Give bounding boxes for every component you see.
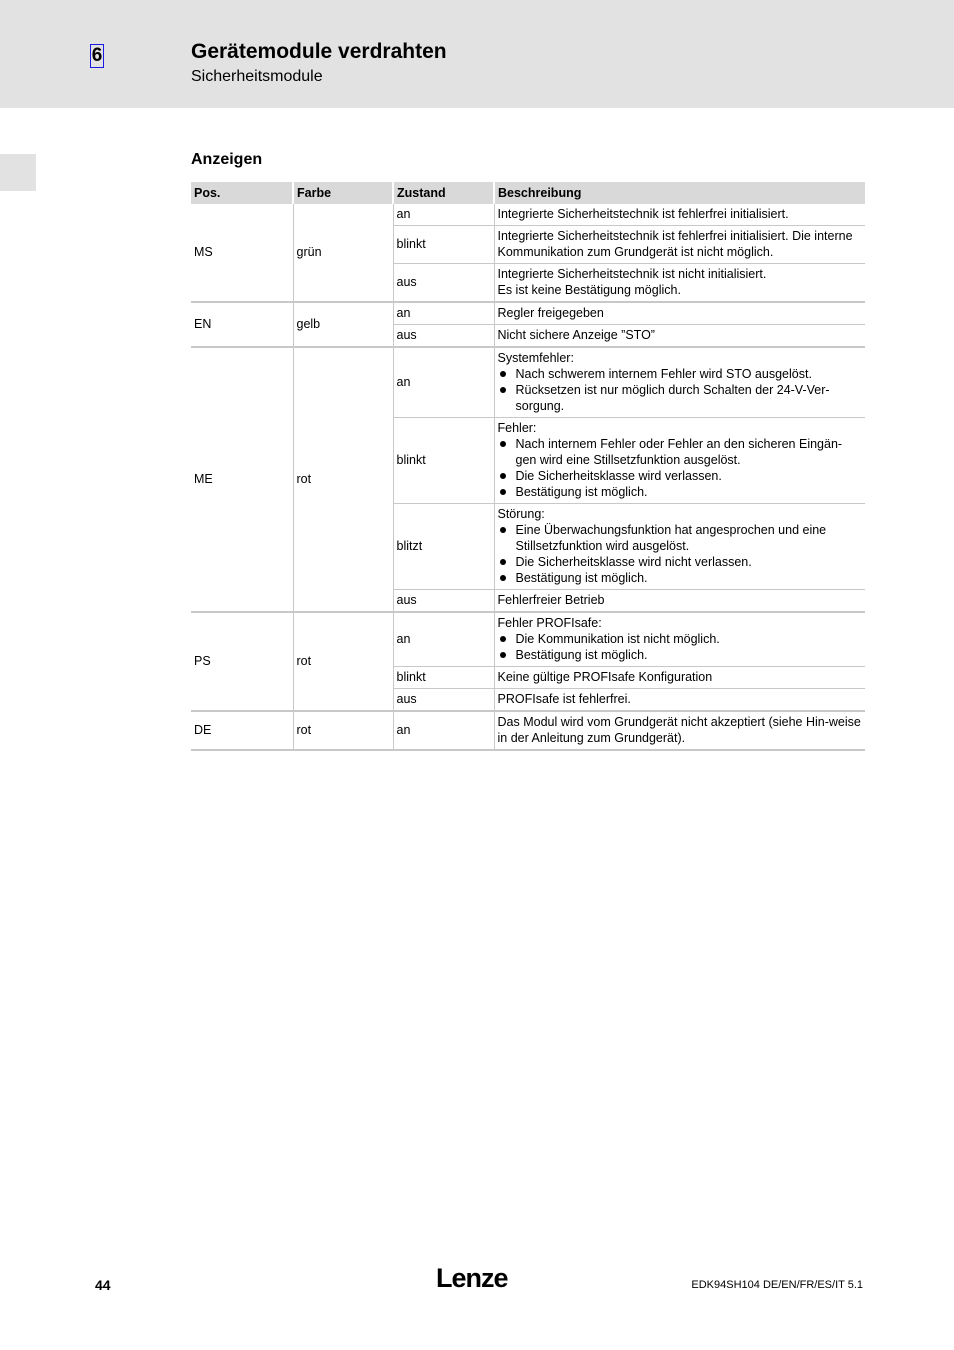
bullet-item: Eine Überwachungsfunktion hat angesprochen und eine Stillsetzfunktion wird ausgelöst.: [498, 522, 863, 554]
description-text: Systemfehler:: [497, 351, 574, 365]
lenze-logo: Lenze: [436, 1263, 508, 1293]
column-header-state: Zustand: [393, 182, 494, 204]
bullet-item: Rücksetzen ist nur möglich durch Schalten der 24-V-Ver-sorgung.: [498, 382, 863, 414]
description-text: Integrierte Sicherheitstechnik ist fehlerfrei initialisiert.: [497, 207, 789, 221]
bullet-item: Bestätigung ist möglich.: [498, 484, 863, 500]
description-text: Es ist keine Bestätigung möglich.: [497, 283, 681, 297]
bullet-item: Die Kommunikation ist nicht möglich.: [498, 631, 863, 647]
table-header-row: [191, 182, 865, 204]
description-text: Fehlerfreier Betrieb: [497, 593, 605, 607]
cell-state: blinkt: [393, 226, 494, 264]
cell-state: blitzt: [393, 504, 494, 590]
header-band: [0, 0, 954, 108]
description-text: Integrierte Sicherheitstechnik ist nicht initialisiert.: [497, 267, 767, 281]
cell-description: [494, 504, 865, 590]
cell-state: blinkt: [393, 667, 494, 689]
cell-state: aus: [393, 325, 494, 348]
cell-description: [494, 590, 865, 613]
cell-pos: EN: [191, 302, 293, 347]
cell-state: blinkt: [393, 418, 494, 504]
cell-pos: PS: [191, 612, 293, 711]
cell-state: an: [393, 204, 494, 226]
bullet-item: Die Sicherheitsklasse wird verlassen.: [498, 468, 863, 484]
description-text: PROFIsafe ist fehlerfrei.: [497, 692, 631, 706]
bullet-item: Bestätigung ist möglich.: [498, 647, 863, 663]
table-row: [191, 302, 865, 325]
page-title: Gerätemodule verdrahten: [191, 40, 447, 63]
description-text: Keine gültige PROFIsafe Konfiguration: [497, 670, 713, 684]
cell-color: rot: [293, 711, 393, 750]
description-text: Das Modul wird vom Grundgerät nicht akzeptiert (siehe Hin-weise in der Anleitung zum Grundgerät).: [497, 715, 861, 745]
cell-description: [494, 325, 865, 348]
cell-description: [494, 347, 865, 418]
chapter-number: 6: [91, 45, 103, 66]
table-row: [191, 711, 865, 750]
bullet-item: Bestätigung ist möglich.: [498, 570, 863, 586]
table-row: [191, 204, 865, 226]
cell-description: [494, 204, 865, 226]
cell-state: an: [393, 612, 494, 667]
description-text: Störung:: [497, 507, 545, 521]
cell-description: [494, 226, 865, 264]
side-tab-marker: [0, 154, 36, 191]
table-body: [191, 204, 865, 750]
column-header-pos: Pos.: [191, 182, 293, 204]
cell-state: aus: [393, 264, 494, 303]
cell-color: gelb: [293, 302, 393, 347]
document-id: EDK94SH104 DE/EN/FR/ES/IT 5.1: [691, 1279, 863, 1291]
cell-color: rot: [293, 347, 393, 612]
page-subtitle: Sicherheitsmodule: [191, 68, 323, 85]
cell-description: [494, 689, 865, 712]
description-text: Regler freigegeben: [497, 306, 604, 320]
cell-pos: MS: [191, 204, 293, 302]
column-header-color: Farbe: [293, 182, 393, 204]
table-row: [191, 612, 865, 667]
bullet-item: Nach schwerem internem Fehler wird STO ausgelöst.: [498, 366, 863, 382]
cell-color: rot: [293, 612, 393, 711]
cell-state: an: [393, 302, 494, 325]
bullet-list: [498, 522, 863, 586]
description-text: Nicht sichere Anzeige ”STO”: [497, 328, 655, 342]
cell-pos: DE: [191, 711, 293, 750]
bullet-list: [498, 631, 863, 663]
cell-description: [494, 667, 865, 689]
bullet-item: Die Sicherheitsklasse wird nicht verlassen.: [498, 554, 863, 570]
bullet-item: Nach internem Fehler oder Fehler an den sicheren Eingän-gen wird eine Stillsetzfunktion ausgelöst.: [498, 436, 863, 468]
cell-state: aus: [393, 590, 494, 613]
cell-state: an: [393, 347, 494, 418]
cell-description: [494, 612, 865, 667]
description-text: Fehler PROFIsafe:: [497, 616, 602, 630]
description-text: Integrierte Sicherheitstechnik ist fehlerfrei initialisiert. Die interne Kommunikation zum Grundgerät ist nicht möglich.: [497, 229, 853, 259]
table-row: [191, 347, 865, 418]
cell-description: [494, 302, 865, 325]
indicator-table: [191, 182, 865, 751]
section-heading: Anzeigen: [191, 151, 263, 168]
page-number: 44: [95, 1277, 111, 1293]
bullet-list: [498, 436, 863, 500]
cell-description: [494, 418, 865, 504]
cell-state: an: [393, 711, 494, 750]
cell-description: [494, 264, 865, 303]
cell-description: [494, 711, 865, 750]
cell-color: grün: [293, 204, 393, 302]
description-text: Fehler:: [497, 421, 537, 435]
cell-state: aus: [393, 689, 494, 712]
column-header-description: Beschreibung: [494, 182, 865, 204]
bullet-list: [498, 366, 863, 414]
cell-pos: ME: [191, 347, 293, 612]
